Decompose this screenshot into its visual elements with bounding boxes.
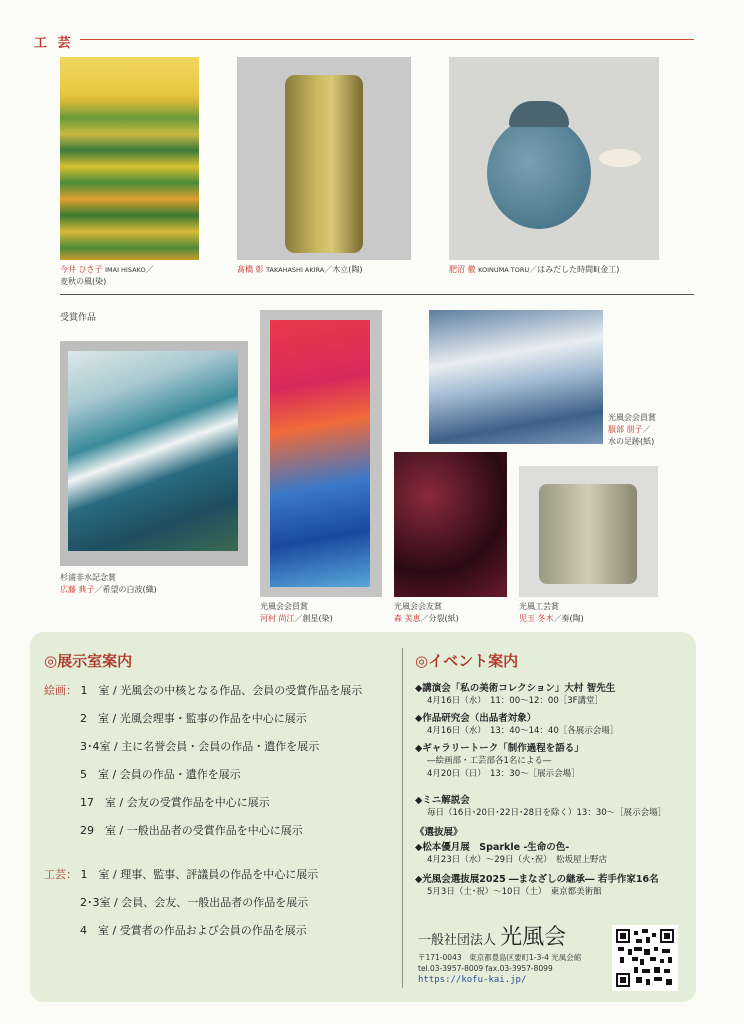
room-row-painting-3: 3･4室 / 主に名誉会員・会員の作品・遺作を展示 (80, 740, 320, 753)
artist-name: 広藤 典子 (60, 585, 95, 594)
artist-romaji: IMAI HISAKO (105, 266, 146, 274)
column-divider (402, 648, 403, 988)
artist-name: 児玉 冬木 (519, 614, 554, 623)
artist-romaji: TAKAHASHI AKIRA (266, 266, 325, 274)
award-section-label: 受賞作品 (60, 313, 97, 323)
room-row-painting-5: 17 室 / 会友の受賞作品を中心に展示 (80, 796, 270, 809)
event-item: ◆講演会「私の美術コレクション」大村 智先生 4月16日（水） 11：00～12：00［3F講堂］ (415, 683, 616, 706)
caption-work-2: 髙橋 彰 TAKAHASHI AKIRA／木立(陶) (237, 265, 363, 274)
event-item: ◆作品研究会（出品者対象） 4月16日（水） 13：40～14：40［各展示会場］ (415, 713, 619, 736)
room-row-craft-3: 4 室 / 受賞者の作品および会員の作品を展示 (80, 924, 307, 937)
room-row-craft-1: 工芸： 1 室 / 理事、監事、評議員の作品を中心に展示 (44, 868, 319, 881)
organization-name: 一般社団法人 光風会 (418, 925, 567, 950)
artist-name: 森 美恵 (394, 614, 421, 623)
work-title: 創星(染) (302, 614, 333, 623)
caption-award-3: 光風会会員賞 服部 朋子／ 水の足跡(紙) (608, 413, 656, 446)
room-row-craft-2: 2･3室 / 会員、会友、一般出品者の作品を展示 (80, 896, 309, 909)
qr-code-icon[interactable] (612, 925, 678, 991)
room-row-painting-4: 5 室 / 会員の作品・遺作を展示 (80, 768, 241, 781)
artwork-image-star-creation (260, 310, 382, 597)
work-title: 木立(陶) (332, 265, 363, 274)
section-divider (60, 294, 694, 295)
header-rule (80, 39, 694, 40)
event-item: ◆ギャラリートーク「制作過程を語る」 ―絵画部・工芸部各1名による― 4月20日（日） 13：30～［展示会場］ (415, 743, 584, 779)
artist-name: 服部 朋子 (608, 425, 643, 434)
artist-name: 髙橋 彰 (237, 265, 264, 274)
work-title: 水の足跡(紙) (608, 437, 655, 446)
work-title: はみだした時間Ⅱ(金工) (537, 265, 620, 274)
artwork-image-vase (237, 57, 411, 260)
award-name: 光風工芸賞 (519, 602, 559, 611)
award-name: 杉浦非水記念賞 (60, 573, 116, 582)
artwork-image-water-footprint (429, 310, 603, 444)
category-label-painting: 絵画： (44, 684, 77, 697)
events-heading: ◎イベント案内 (415, 652, 519, 670)
event-item: ◆光風会選抜展2025 ―まなざしの継承― 若手作家16名 5月3日（土･祝）～10日（土） 東京都美術館 (415, 874, 659, 897)
caption-award-1: 杉浦非水記念賞 広藤 典子／希望の白波(織) (60, 573, 157, 594)
event-item: ◆ミニ解説会 毎日（16日･20日･22日･28日を除く）13：30～［展示会場］ (415, 795, 667, 818)
event-subheading: 《選抜展》 (415, 827, 463, 838)
work-title: 希望の白波(織) (102, 585, 157, 594)
event-item: ◆松本優月展 Sparkle -生命の色- 4月23日（水）～29日（火･祝） 松坂屋上野店 (415, 842, 608, 865)
artwork-image-teapot (449, 57, 659, 260)
work-title: 分裂(紙) (428, 614, 459, 623)
award-name: 光風会会員賞 (608, 413, 656, 422)
rooms-heading: ◎展示室案内 (44, 652, 133, 670)
room-row-painting-2: 2 室 / 光風会理事・監事の作品を中心に展示 (80, 712, 307, 725)
artwork-image-division (394, 452, 507, 597)
organization-address: 〒171-0043 東京都豊島区要町1-3-4 光風会館 tel.03-3957-8009 fax.03-3957-8099 (418, 953, 582, 973)
artwork-image-wheat-wind (60, 57, 199, 260)
artist-name: 河村 尚江 (260, 614, 295, 623)
caption-award-2: 光風会会員賞 河村 尚江／創星(染) (260, 602, 333, 623)
caption-award-5: 光風工芸賞 児玉 冬木／奏(陶) (519, 602, 584, 623)
artwork-image-white-waves (60, 341, 248, 566)
website-link[interactable]: https://kofu-kai.jp/ (418, 975, 527, 985)
caption-award-4: 光風会会友賞 森 美恵／分裂(紙) (394, 602, 459, 623)
artist-name: 今井 ひさ子 (60, 265, 103, 274)
section-title-craft: 工 芸 (34, 36, 74, 51)
room-row-painting-1: 絵画： 1 室 / 光風会の中核となる作品、会員の受賞作品を展示 (44, 684, 363, 697)
award-name: 光風会会員賞 (260, 602, 308, 611)
work-title: 奏(陶) (561, 614, 584, 623)
artist-romaji: KOINUMA TORU (478, 266, 530, 274)
caption-work-1: 今井 ひさ子 IMAI HISAKO／ 麦秋の風(染) (60, 265, 154, 286)
artwork-image-harmony-vessel (519, 466, 658, 597)
award-name: 光風会会友賞 (394, 602, 442, 611)
category-label-craft: 工芸： (44, 868, 77, 881)
room-row-painting-6: 29 室 / 一般出品者の受賞作品を中心に展示 (80, 824, 303, 837)
caption-work-3: 肥沼 徹 KOINUMA TORU／はみだした時間Ⅱ(金工) (449, 265, 620, 274)
artist-name: 肥沼 徹 (449, 265, 476, 274)
work-title: 麦秋の風(染) (60, 277, 107, 286)
